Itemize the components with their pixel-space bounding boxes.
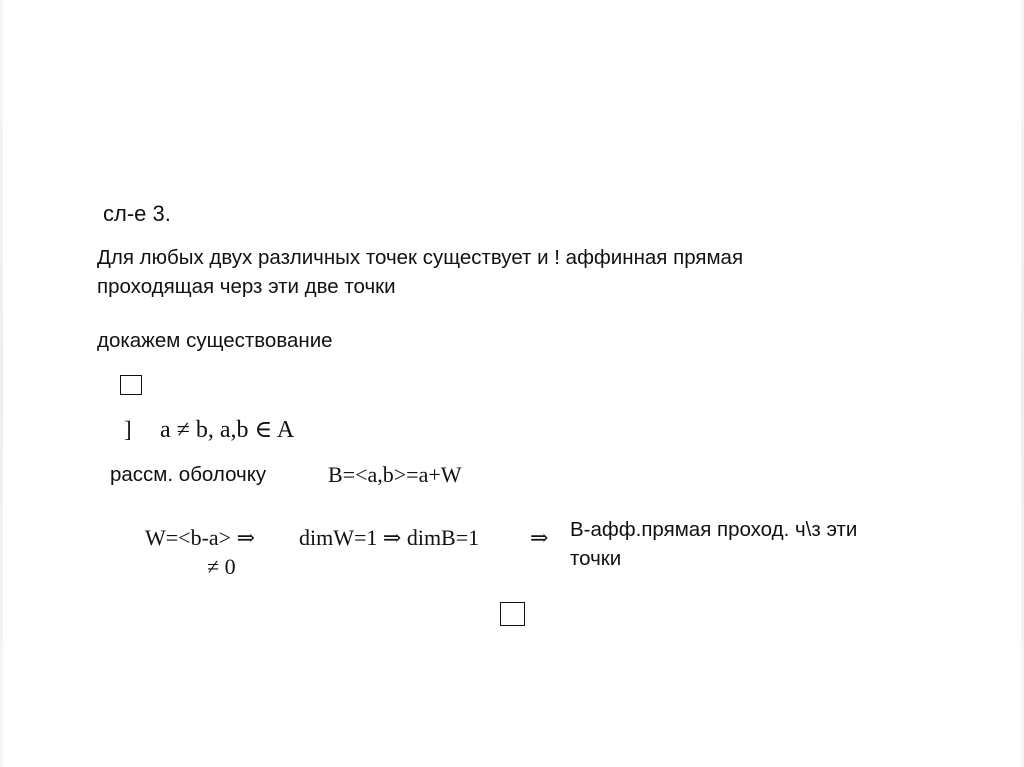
conclusion-line-1: B-афф.прямая проход. ч\з эти (570, 518, 858, 541)
nonzero-note: ≠ 0 (207, 554, 236, 579)
statement-line-1: Для любых двух различных точек существует и ! аффинная прямая (97, 246, 744, 269)
conclusion-line-2: точки (570, 547, 622, 570)
implies-arrow-icon: ⇒ (530, 525, 549, 550)
proof-start-box-icon (120, 375, 142, 395)
let-bracket-symbol: ] (124, 417, 132, 442)
w-definition: W=<b-a> ⇒ (145, 525, 256, 550)
hull-definition: B=<a,b>=a+W (328, 462, 462, 487)
proof-end-box-icon (500, 602, 525, 626)
corollary-label: сл-е 3. (103, 201, 171, 226)
let-expression: a ≠ b, a,b ∈ A (160, 417, 295, 443)
dimension-chain: dimW=1 ⇒ dimB=1 (299, 525, 480, 550)
statement-line-2: проходящая черз эти две точки (97, 275, 396, 298)
proof-intro: докажем существование (97, 329, 333, 352)
consider-label: рассм. оболочку (110, 463, 267, 486)
